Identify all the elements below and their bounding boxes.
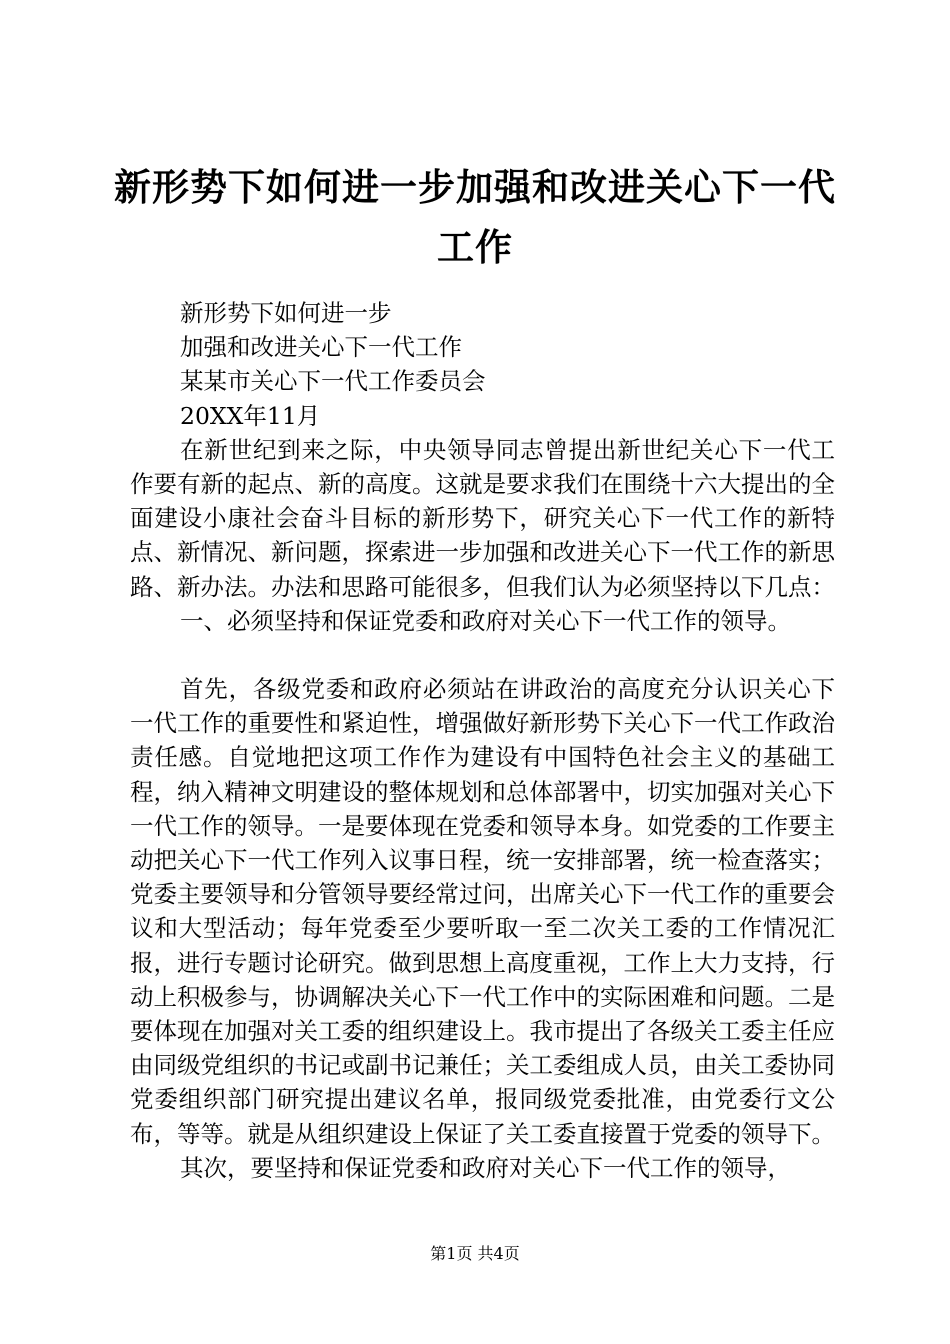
header-date: 20XX年11月 bbox=[180, 401, 321, 430]
paragraph-second: 其次，要坚持和保证党委和政府对关心下一代工作的领导， bbox=[180, 1153, 791, 1182]
paragraph-intro: 在新世纪到来之际，中央领导同志曾提出新世纪关心下一代工作要有新的起点、新的高度。这就是要求我们在围绕十六大提出的全面建设小康社会奋斗目标的新形势下，研究关心下一代工作的新特点、新情况、新问题，探索进一步加强和改进关心下一代工作的新思路、新办法。办法和思路可能很多，但我们认为必须坚持以下几点： bbox=[130, 435, 835, 601]
header-line-3: 某某市关心下一代工作委员会 bbox=[180, 367, 486, 396]
section-heading-1: 一、必须坚持和保证党委和政府对关心下一代工作的领导。 bbox=[180, 606, 791, 635]
paragraph-gap bbox=[130, 638, 835, 672]
paragraph-first: 首先，各级党委和政府必须站在讲政治的高度充分认识关心下一代工作的重要性和紧迫性，增强做好新形势下关心下一代工作政治责任感。自觉地把这项工作作为建设有中国特色社会主义的基础工程，纳入精神文明建设的整体规划和总体部署中，切实加强对关心下一代工作的领导。一是要体现在党委和领导本身。如党委的工作要主动把关心下一代工作列入议事日程，统一安排部署，统一检查落实；党委主要领导和分管领导要经常过问，出席关心下一代工作的重要会议和大型活动；每年党委至少要听取一至二次关工委的工作情况汇报，进行专题讨论研究。做到思想上高度重视，工作上大力支持，行动上积极参与，协调解决关心下一代工作中的实际困难和问题。二是要体现在加强对关工委的组织建设上。我市提出了各级关工委主任应由同级党组织的书记或副书记兼任；关工委组成人员，由关工委协同党委组织部门研究提出建议名单，报同级党委批准，由党委行文公布，等等。就是从组织建设上保证了关工委直接置于党委的领导下。 bbox=[130, 675, 835, 1148]
header-line-2: 加强和改进关心下一代工作 bbox=[180, 333, 462, 362]
document-title: 新形势下如何进一步加强和改进关心下一代工作 bbox=[114, 166, 836, 269]
header-line-1: 新形势下如何进一步 bbox=[180, 299, 392, 327]
page-footer: 第1页 共4页 bbox=[430, 1244, 520, 1263]
document-body bbox=[130, 296, 835, 1185]
